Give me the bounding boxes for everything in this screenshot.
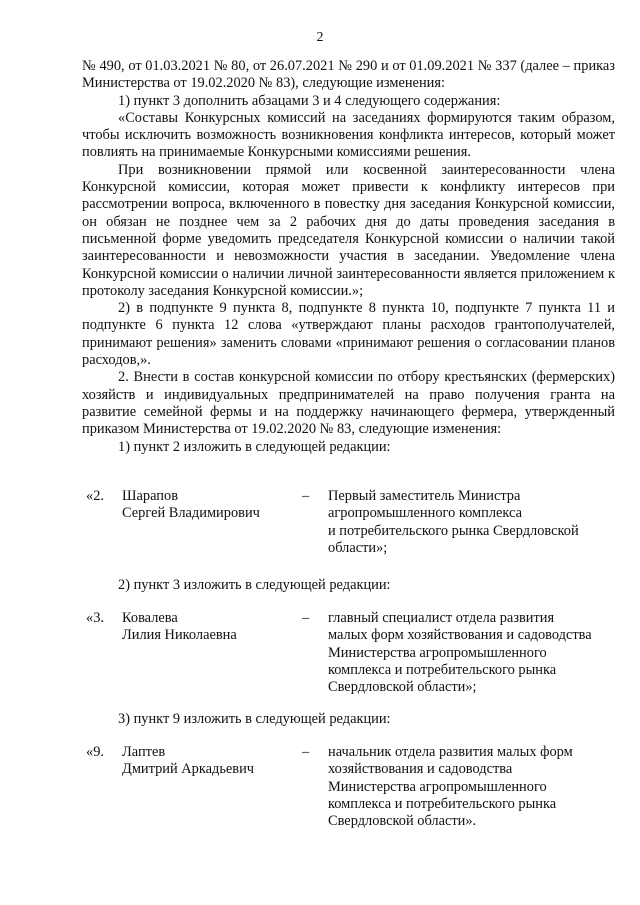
quote-paragraph-2: При возникновении прямой или косвенной заинтересованности члена Конкурсной комиссии, которая может привести к конфликту интересов при рассмотрении вопроса, включенного в повестку дня заседания Конкурсной комиссии, он обязан не позднее чем за 2 рабочих дня до даты проведения заседания в письменной форме уведомить председателя Конкурсной комиссии о наличии такой заинтересованности и невозможности участия в заседании. Уведомление члена Конкурсной комиссии о наличии личной заинтересованности является приложением к протоколу заседания Конкурсной комиссии.»; xyxy=(82,161,615,299)
subitem-1-paragraph: 1) пункт 2 изложить в следующей редакции: xyxy=(118,438,391,455)
member-number: «3. xyxy=(86,610,104,626)
member-last-name: Лаптев xyxy=(122,744,166,760)
member-dash: – xyxy=(302,744,310,760)
member-dash: – xyxy=(302,610,310,626)
member-first-name: Сергей Владимирович xyxy=(122,505,260,522)
section-2-paragraph: 2. Внести в состав конкурсной комиссии по отбору крестьянских (фермерских) хозяйств и индивидуальных предпринимателей на право получения гранта на развитие семейной фермы и на поддержку начинающего фермера, утвержденный приказом Министерства от 19.02.2020 № 83, следующие изменения: xyxy=(82,369,615,438)
member-number: «2. xyxy=(86,488,104,504)
member-last-name: Ковалева xyxy=(122,610,178,626)
member-first-name: Лилия Николаевна xyxy=(122,627,237,644)
member-position: главный специалист отдела развития малых форм хозяйствования и садоводства Министерства агропромышленного комплекса и потребительского рынка Свердловской области»; xyxy=(328,610,592,696)
subitem-2-paragraph: 2) пункт 3 изложить в следующей редакции: xyxy=(118,577,391,593)
member-position: Первый заместитель Министра агропромышленного комплекса и потребительского рынка Свердловской области»; xyxy=(328,488,579,556)
item-1-paragraph: 1) пункт 3 дополнить абзацами 3 и 4 следующего содержания: xyxy=(118,92,501,109)
member-position: начальник отдела развития малых форм хозяйствования и садоводства Министерства агропромышленного комплекса и потребительского рынка Свердловской области». xyxy=(328,744,573,830)
item-2-paragraph: 2) в подпункте 9 пункта 8, подпункте 8 пункта 10, подпункте 7 пункта 11 и подпункте 6 пункта 12 слова «утверждают планы расходов грантополучателей, принимают решения» заменить словами «принимают решения о согласовании планов расходов,». xyxy=(82,300,615,369)
member-name xyxy=(122,744,302,779)
body-text xyxy=(82,58,615,456)
member-dash: – xyxy=(302,488,310,504)
subitem-3-paragraph: 3) пункт 9 изложить в следующей редакции: xyxy=(118,711,391,727)
member-first-name: Дмитрий Аркадьевич xyxy=(122,761,255,778)
member-name xyxy=(122,488,302,523)
intro-paragraph: № 490, от 01.03.2021 № 80, от 26.07.2021 № 290 и от 01.09.2021 № 337 (далее – приказ Министерства от 19.02.2020 № 83), следующие изменения: xyxy=(82,58,615,92)
quote-paragraph-1: «Составы Конкурсных комиссий на заседаниях формируются таким образом, чтобы исключить возможность возникновения конфликта интересов, который может повлиять на принимаемые Конкурсными комиссиями решения. xyxy=(82,109,615,161)
page-number: 2 xyxy=(316,30,324,45)
member-name xyxy=(122,610,302,645)
member-number: «9. xyxy=(86,744,104,760)
member-last-name: Шарапов xyxy=(122,488,178,504)
